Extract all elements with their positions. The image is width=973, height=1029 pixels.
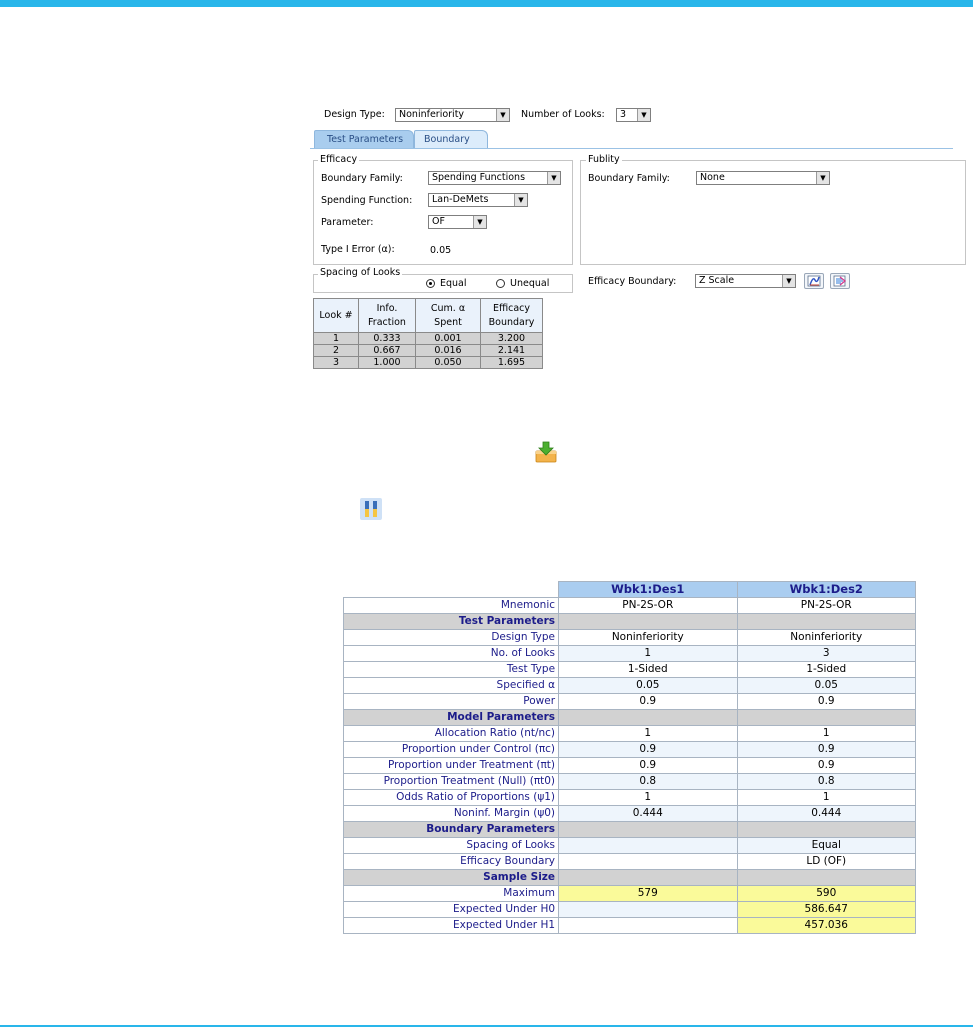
tab-test-parameters[interactable]: Test Parameters xyxy=(314,130,414,149)
row-label: Expected Under H0 xyxy=(344,902,559,918)
comparison-cell xyxy=(559,838,737,854)
compare-designs-icon[interactable] xyxy=(359,497,383,521)
looks-cell: 1 xyxy=(314,333,359,345)
comparison-cell: Noninferiority xyxy=(737,630,916,646)
table-row xyxy=(344,902,916,918)
row-label: Proportion under Control (πc) xyxy=(344,742,559,758)
row-label: Design Type xyxy=(344,630,559,646)
comparison-cell: 0.9 xyxy=(559,758,737,774)
section-label: Model Parameters xyxy=(344,710,559,726)
radio-unequal-label: Unequal xyxy=(510,278,550,289)
comparison-cell: 1 xyxy=(737,790,916,806)
comparison-cell: 0.9 xyxy=(559,694,737,710)
section-label: Test Parameters xyxy=(344,614,559,630)
chevron-down-icon: ▼ xyxy=(816,172,829,184)
spending-function-label: Spending Function: xyxy=(321,195,413,206)
table-row xyxy=(344,646,916,662)
comparison-cell: Equal xyxy=(737,838,916,854)
comparison-cell xyxy=(559,710,737,726)
efficacy-boundary-scale-value: Z Scale xyxy=(699,275,735,286)
export-icon[interactable] xyxy=(830,273,850,289)
type-i-error-label: Type I Error (α): xyxy=(321,244,395,255)
comparison-cell: 0.9 xyxy=(737,694,916,710)
table-row xyxy=(344,726,916,742)
comparison-header-row xyxy=(344,582,916,598)
tab-boundary[interactable]: Boundary xyxy=(414,130,488,149)
section-row xyxy=(344,870,916,886)
chevron-down-icon: ▼ xyxy=(637,109,650,121)
number-of-looks-label: Number of Looks: xyxy=(521,109,605,120)
comparison-cell: 0.444 xyxy=(559,806,737,822)
row-label: Maximum xyxy=(344,886,559,902)
radio-equal[interactable] xyxy=(426,279,435,288)
bottom-accent-bar xyxy=(0,1025,973,1027)
looks-cell: 0.016 xyxy=(416,345,481,357)
table-row xyxy=(344,678,916,694)
section-row xyxy=(344,710,916,726)
table-row xyxy=(344,742,916,758)
row-label: Allocation Ratio (nt/nc) xyxy=(344,726,559,742)
row-label: Mnemonic xyxy=(344,598,559,614)
looks-cell: 0.050 xyxy=(416,357,481,369)
design-type-value: Noninferiority xyxy=(399,109,465,120)
chevron-down-icon: ▼ xyxy=(782,275,795,287)
comparison-cell: 457.036 xyxy=(737,918,916,934)
parameter-select[interactable] xyxy=(428,215,487,229)
comparison-cell: 1 xyxy=(559,726,737,742)
save-to-workbook-icon[interactable] xyxy=(534,441,558,463)
efficacy-boundary-label: Efficacy Boundary: xyxy=(588,276,677,287)
table-row xyxy=(344,758,916,774)
efficacy-boundary-scale-select[interactable] xyxy=(695,274,796,288)
comparison-cell: 1-Sided xyxy=(559,662,737,678)
efficacy-boundary-family-select[interactable] xyxy=(428,171,561,185)
comparison-cell xyxy=(737,614,916,630)
section-row xyxy=(344,614,916,630)
design-comparison-table xyxy=(343,581,916,934)
futility-boundary-family-label: Boundary Family: xyxy=(588,173,670,184)
efficacy-legend: Efficacy xyxy=(320,154,358,165)
futility-legend: Fublity xyxy=(588,154,620,165)
looks-header-info-fraction: Info. Fraction xyxy=(359,299,416,333)
comparison-cell: PN-2S-OR xyxy=(559,598,737,614)
chevron-down-icon: ▼ xyxy=(496,109,509,121)
table-row xyxy=(344,918,916,934)
table-row xyxy=(344,806,916,822)
comparison-cell: 1 xyxy=(559,790,737,806)
row-label: Odds Ratio of Proportions (ψ1) xyxy=(344,790,559,806)
table-row xyxy=(344,790,916,806)
looks-cell: 1.000 xyxy=(359,357,416,369)
table-row xyxy=(344,838,916,854)
comparison-cell: 586.647 xyxy=(737,902,916,918)
design-type-label: Design Type: xyxy=(324,109,385,120)
row-label: No. of Looks xyxy=(344,646,559,662)
looks-header-cum-alpha: Cum. α Spent xyxy=(416,299,481,333)
column-header-des1: Wbk1:Des1 xyxy=(559,582,737,598)
chevron-down-icon: ▼ xyxy=(473,216,486,228)
looks-header-look: Look # xyxy=(314,299,359,333)
parameter-label: Parameter: xyxy=(321,217,374,228)
comparison-cell: 0.9 xyxy=(559,742,737,758)
comparison-cell xyxy=(559,870,737,886)
comparison-cell: 590 xyxy=(737,886,916,902)
comparison-cell: PN-2S-OR xyxy=(737,598,916,614)
looks-cell: 3.200 xyxy=(481,333,543,345)
table-row xyxy=(344,694,916,710)
looks-cell: 0.001 xyxy=(416,333,481,345)
comparison-cell: 1 xyxy=(737,726,916,742)
comparison-cell: 579 xyxy=(559,886,737,902)
comparison-cell xyxy=(559,854,737,870)
column-header-des2: Wbk1:Des2 xyxy=(737,582,916,598)
chevron-down-icon: ▼ xyxy=(547,172,560,184)
comparison-cell xyxy=(559,614,737,630)
comparison-cell: LD (OF) xyxy=(737,854,916,870)
section-label: Boundary Parameters xyxy=(344,822,559,838)
number-of-looks-value: 3 xyxy=(620,109,627,120)
row-label: Test Type xyxy=(344,662,559,678)
spending-function-select[interactable] xyxy=(428,193,528,207)
looks-header-efficacy-boundary: Efficacy Boundary xyxy=(481,299,543,333)
comparison-cell: Noninferiority xyxy=(559,630,737,646)
tab-divider xyxy=(310,148,953,149)
comparison-cell xyxy=(737,870,916,886)
chevron-down-icon: ▼ xyxy=(514,194,527,206)
row-label: Proportion under Treatment (πt) xyxy=(344,758,559,774)
boundary-family-label: Boundary Family: xyxy=(321,173,403,184)
design-type-select[interactable] xyxy=(395,108,510,122)
comparison-cell: 1 xyxy=(559,646,737,662)
row-label: Noninf. Margin (ψ0) xyxy=(344,806,559,822)
comparison-cell: 3 xyxy=(737,646,916,662)
radio-equal-label: Equal xyxy=(440,278,467,289)
futility-boundary-family-value: None xyxy=(700,172,725,183)
comparison-cell: 0.8 xyxy=(559,774,737,790)
table-row xyxy=(344,598,916,614)
table-row xyxy=(344,662,916,678)
looks-cell: 1.695 xyxy=(481,357,543,369)
table-row xyxy=(344,854,916,870)
looks-cell: 2.141 xyxy=(481,345,543,357)
looks-cell: 0.667 xyxy=(359,345,416,357)
type-i-error-value: 0.05 xyxy=(430,245,452,256)
table-row xyxy=(314,333,543,345)
comparison-cell xyxy=(737,710,916,726)
comparison-cell: 0.05 xyxy=(559,678,737,694)
spacing-of-looks-legend: Spacing of Looks xyxy=(320,267,401,278)
comparison-cell xyxy=(559,902,737,918)
row-label: Power xyxy=(344,694,559,710)
spending-function-value: Lan-DeMets xyxy=(432,194,489,205)
comparison-cell xyxy=(559,822,737,838)
efficacy-boundary-family-value: Spending Functions xyxy=(432,172,526,183)
looks-cell: 2 xyxy=(314,345,359,357)
comparison-cell: 1-Sided xyxy=(737,662,916,678)
comparison-cell xyxy=(737,822,916,838)
number-of-looks-select[interactable] xyxy=(616,108,651,122)
section-row xyxy=(344,822,916,838)
table-row xyxy=(344,886,916,902)
table-row xyxy=(314,345,543,357)
row-label: Specified α xyxy=(344,678,559,694)
row-label: Efficacy Boundary xyxy=(344,854,559,870)
chart-icon[interactable] xyxy=(804,273,824,289)
comparison-cell: 0.8 xyxy=(737,774,916,790)
table-row xyxy=(344,630,916,646)
looks-cell: 3 xyxy=(314,357,359,369)
top-accent-bar xyxy=(0,0,973,7)
comparison-cell xyxy=(559,918,737,934)
parameter-value: OF xyxy=(432,216,445,227)
looks-cell: 0.333 xyxy=(359,333,416,345)
comparison-cell: 0.05 xyxy=(737,678,916,694)
table-row xyxy=(344,774,916,790)
comparison-cell: 0.9 xyxy=(737,742,916,758)
table-row xyxy=(314,357,543,369)
comparison-cell: 0.9 xyxy=(737,758,916,774)
row-label: Proportion Treatment (Null) (πt0) xyxy=(344,774,559,790)
comparison-corner-cell xyxy=(344,582,559,598)
radio-unequal[interactable] xyxy=(496,279,505,288)
futility-boundary-family-select[interactable] xyxy=(696,171,830,185)
row-label: Expected Under H1 xyxy=(344,918,559,934)
comparison-cell: 0.444 xyxy=(737,806,916,822)
looks-table xyxy=(313,298,543,369)
row-label: Spacing of Looks xyxy=(344,838,559,854)
section-label: Sample Size xyxy=(344,870,559,886)
